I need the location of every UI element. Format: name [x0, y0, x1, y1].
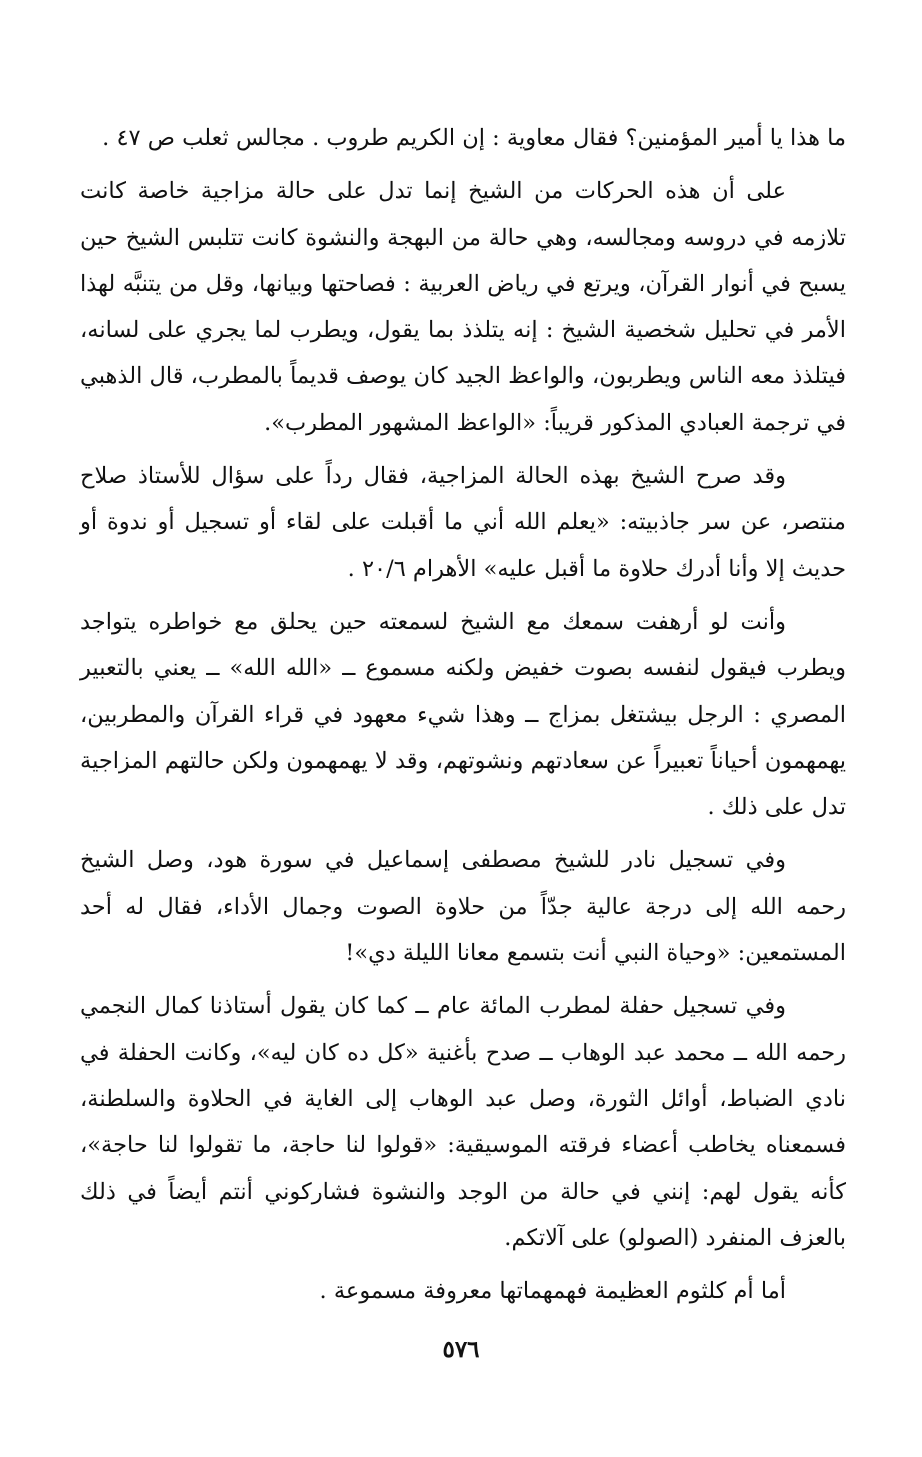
paragraph-listening: وأنت لو أرهفت سمعك مع الشيخ لسمعته حين يحلق مع خواطره يتواجد ويطرب فيقول لنفسه بصوت خفيض ولكنه مسموع ــ «الله الله» ــ يعني بالتعبير المصري : الرجل بيشتغل بمزاج ــ وهذا شيء معهود في قراء القرآن والمطربين، يهمهمون أحياناً تعبيراً عن سعادتهم ونشوتهم، وقد لا يهمهمون ولكن حالتهم المزاجية تدل على ذلك . [80, 608, 846, 821]
paragraph-continuation: ما هذا يا أمير المؤمنين؟ فقال معاوية : إن الكريم طروب . مجالس ثعلب ص ٤٧ . [102, 125, 846, 151]
paragraph-interview-quote: وقد صرح الشيخ بهذه الحالة المزاجية، فقال رداً على سؤال للأستاذ صلاح منتصر، عن سر جاذبيته: «يعلم الله أني ما أقبلت على لقاء أو تسجيل أو ندوة أو حديث إلا وأنا أدرك حلاوة ما أقبل عليه» الأهرام ٢٠/٦ . [80, 463, 846, 582]
body-text [80, 115, 846, 1314]
paragraph-sheikh-mood: على أن هذه الحركات من الشيخ إنما تدل على حالة مزاجية خاصة كانت تلازمه في دروسه ومجالسه، وهي حالة من البهجة والنشوة كانت تتلبس الشيخ حين يسبح في أنوار القرآن، ويرتع في رياض العربية : فصاحتها وبيانها، وقل من يتنبَّه لهذا الأمر في تحليل شخصية الشيخ : إنه يتلذذ بما يقول، ويطرب لما يجري على لسانه، فيتلذذ معه الناس ويطربون، والواعظ الجيد كان يوصف قديماً بالمطرب، قال الذهبي في ترجمة العبادي المذكور قريباً: «الواعظ المشهور المطرب». [80, 178, 846, 436]
page-number: ٥٧٦ [442, 1336, 480, 1363]
paragraph-abdel-wahab: وفي تسجيل حفلة لمطرب المائة عام ــ كما كان يقول أستاذنا كمال النجمي رحمه الله ــ محمد عبد الوهاب ــ صدح بأغنية «كل ده كان ليه»، وكانت الحفلة في نادي الضباط، أوائل الثورة، وصل عبد الوهاب إلى الغاية في الحلاوة والسلطنة، فسمعناه يخاطب أعضاء فرقته الموسيقية: «قولوا لنا حاجة، ما تقولوا لنا حاجة»، كأنه يقول لهم: إنني في حالة من الوجد والنشوة فشاركوني أنتم أيضاً في ذلك بالعزف المنفرد (الصولو) على آلاتكم. [80, 993, 846, 1251]
paragraph-umm-kulthum: أما أم كلثوم العظيمة فهمهماتها معروفة مسموعة . [319, 1278, 786, 1305]
paragraph-mustafa-ismail: وفي تسجيل نادر للشيخ مصطفى إسماعيل في سورة هود، وصل الشيخ رحمه الله إلى درجة عالية جدّاً من حلاوة الصوت وجمال الأداء، فقال له أحد المستمعين: «وحياة النبي أنت بتسمع معانا الليلة دي»! [80, 847, 846, 967]
